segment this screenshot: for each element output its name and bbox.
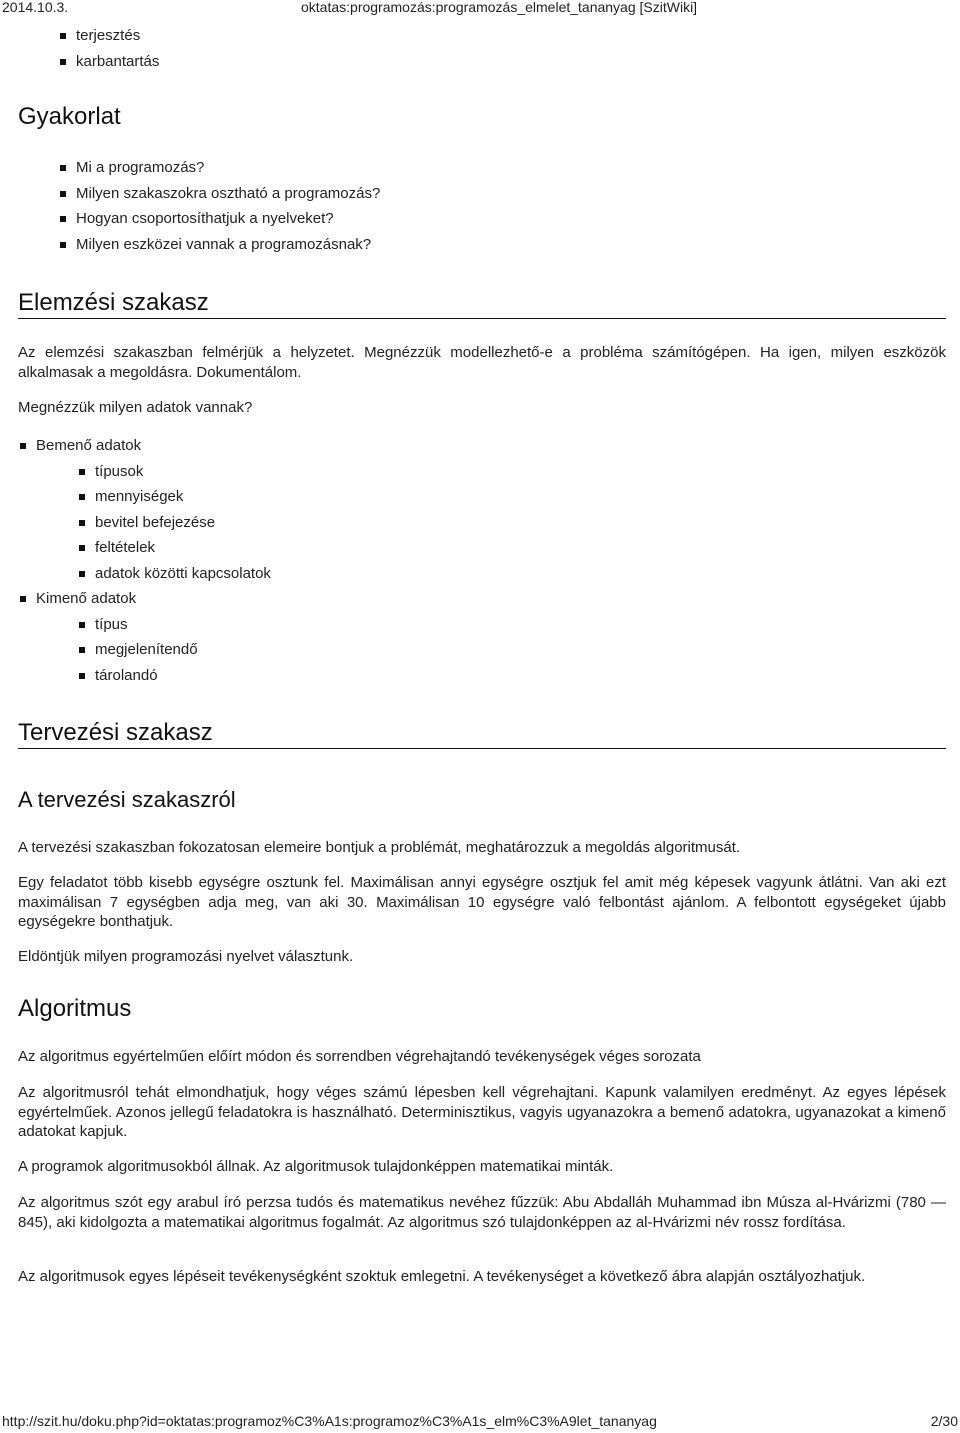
list-item: megjelenítendő — [0, 637, 906, 663]
list-item: terjesztés — [18, 23, 946, 49]
page-header — [0, 0, 960, 20]
print-page-title: oktatas:programozás:programozás_elmelet_tananyag [SzitWiki] — [301, 0, 698, 15]
list-item-kimeno-adatok: Kimenő adatok — [0, 586, 906, 612]
page-number: 2/30 — [930, 1413, 958, 1429]
list-item-bemeno-adatok: Bemenő adatok — [0, 433, 906, 459]
tervezesi-paragraph-1: A tervezési szakaszban fokozatosan elemeire bontjuk a problémát, meghatározzuk a megoldás algoritmusát. — [18, 839, 741, 856]
top-list — [18, 23, 946, 74]
elemzesi-paragraph-1: Az elemzési szakaszban felmérjük a helyzetet. Megnézzük modellezhető-e a probléma számítógépen. Ha igen, milyen eszközök alkalmasak a megoldásra. Dokumentálom. — [18, 344, 946, 381]
algoritmus-paragraph-4: Az algoritmus szót egy arabul író perzsa tudós és matematikus nevéhez fűzzük: Abu Abdalláh Muhammad ibn Músza al-Hvárizmi (780 — 845), aki kidolgozta a matematikai algoritmus fogalmát. Az algoritmus szó tulajdonképpen az al-Hvárizmi név rossz fordítása. — [18, 1194, 946, 1231]
heading-elemzesi-szakasz: Elemzési szakasz — [18, 288, 946, 319]
algoritmus-paragraph-1: Az algoritmus egyértelműen előírt módon és sorrendben végrehajtandó tevékenységek véges sorozata — [18, 1048, 701, 1065]
elemzesi-paragraph-2: Megnézzük milyen adatok vannak? — [18, 399, 253, 416]
algoritmus-paragraph-2: Az algoritmusról tehát elmondhatjuk, hogy véges számú lépesben kell végrehajtani. Kapunk valamilyen eredményt. Az egyes lépések egyértelműek. Azonos jellegű feladatokra is használható. Determinisztikus, vagyis ugyanazokra a bemenő adatokra, ugyanazokat a kimenő adatokat kapjuk. — [18, 1084, 946, 1140]
list-item: tárolandó — [0, 663, 906, 689]
list-item: adatok közötti kapcsolatok — [0, 561, 906, 587]
list-item: Milyen szakaszokra osztható a programozás? — [18, 181, 946, 207]
print-date: 2014.10.3. — [2, 0, 69, 15]
list-item: bevitel befejezése — [0, 510, 906, 536]
algoritmus-paragraph-3: A programok algoritmusokból állnak. Az algoritmusok tulajdonképpen matematikai minták. — [18, 1158, 614, 1175]
heading-algoritmus: Algoritmus — [18, 995, 132, 1022]
gyakorlat-list — [18, 155, 946, 257]
heading-a-tervezesi-szakaszrol: A tervezési szakaszról — [18, 787, 236, 812]
list-item: Milyen eszközei vannak a programozásnak? — [18, 232, 946, 258]
heading-tervezesi-szakasz: Tervezési szakasz — [18, 718, 946, 749]
print-url: http://szit.hu/doku.php?id=oktatas:programoz%C3%A1s:programoz%C3%A1s_elm%C3%A9let_tananyag — [2, 1413, 657, 1429]
heading-gyakorlat: Gyakorlat — [18, 103, 121, 130]
list-item: Hogyan csoportosíthatjuk a nyelveket? — [18, 206, 946, 232]
list-item: karbantartás — [18, 49, 946, 75]
list-item: feltételek — [0, 535, 906, 561]
list-item: mennyiségek — [0, 484, 906, 510]
adatok-list — [0, 433, 906, 688]
tervezesi-paragraph-2: Egy feladatot több kisebb egységre osztunk fel. Maximálisan annyi egységre osztjuk fel amit még képesek vagyunk átlátni. Van aki ezt maximálisan 7 egységben adja meg, van aki 30. Maximálisan 10 egységre való felbontást ajánlom. A felbontott egységeket újabb egységekre bonthatjuk. — [18, 874, 946, 930]
list-item: Mi a programozás? — [18, 155, 946, 181]
tervezesi-paragraph-3: Eldöntjük milyen programozási nyelvet választunk. — [18, 948, 354, 965]
list-item: típusok — [0, 459, 906, 485]
list-item: típus — [0, 612, 906, 638]
algoritmus-paragraph-5: Az algoritmusok egyes lépéseit tevékenységként szoktuk emlegetni. A tevékenységet a következő ábra alapján osztályozhatjuk. — [18, 1268, 866, 1285]
